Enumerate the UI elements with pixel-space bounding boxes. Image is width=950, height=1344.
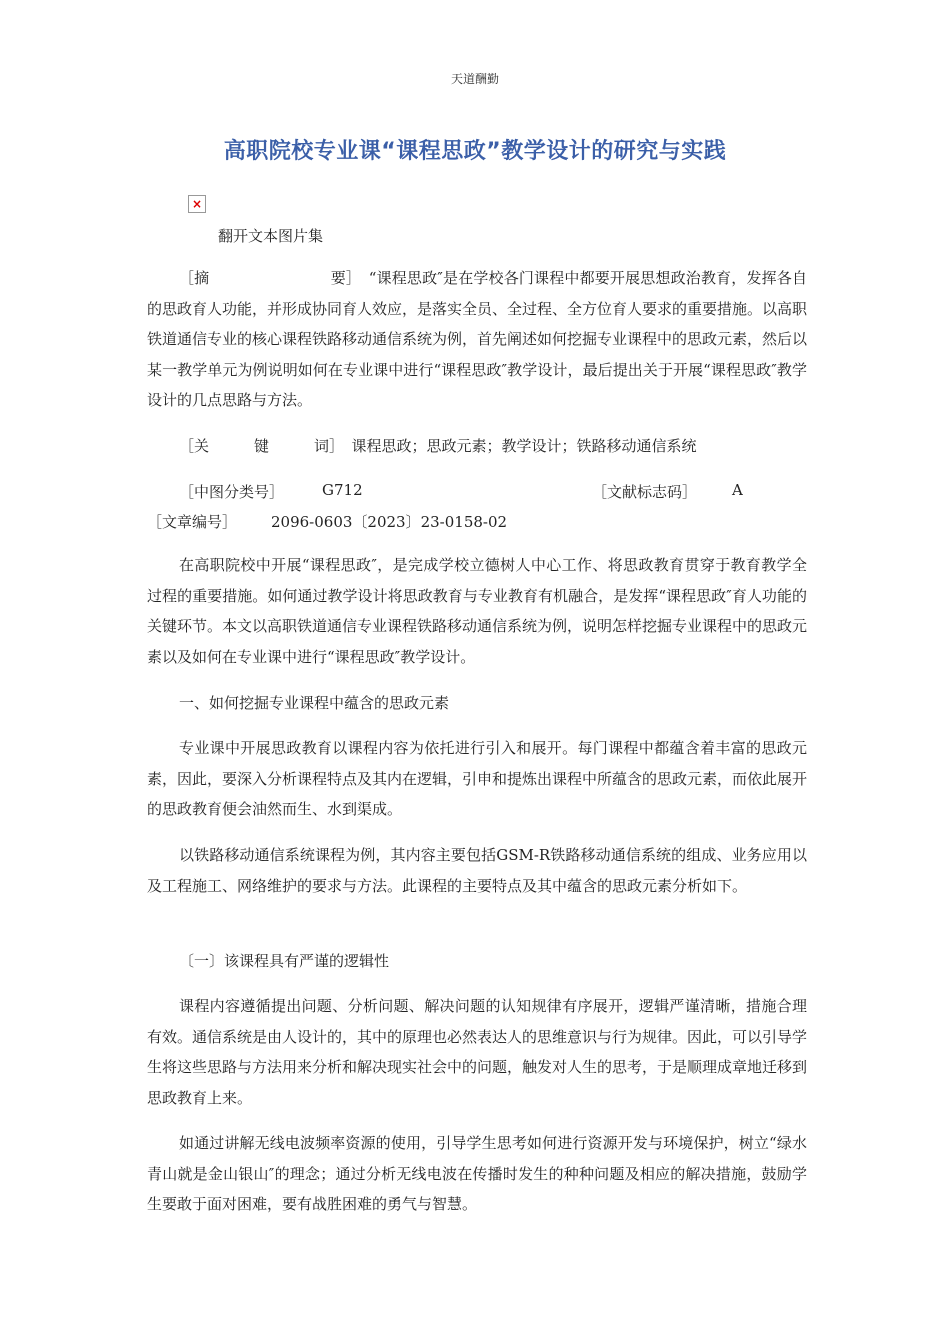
article-number-value: 2096-0603〔2023〕23-0158-02 <box>271 513 508 531</box>
body-paragraph: 如通过讲解无线电波频率资源的使用，引导学生思考如何进行资源开发与环境保护，树立“绿水青山就是金山银山″的理念；通过分析无线电波在传播时发生的种种问题及相应的解决措施，鼓励学生要敢于面对困难，要有战胜困难的勇气与智慧。 <box>147 1134 807 1213</box>
doc-code-label: ［文献标志码］ <box>592 483 698 501</box>
intro-paragraph: 在高职院校中开展“课程思政″，是完成学校立德树人中心工作、将思政教育贯穿于教育教学全过程的重要措施。如何通过教学设计将思政教育与专业教育有机融合，是发挥“课程思政″育人功能的关键环节。本文以高职铁道通信专业课程铁路移动通信系统为例，说明怎样挖掘专业课程中的思政元素以及如何在专业课中进行“课程思政″教学设计。 <box>147 556 808 666</box>
clc-value: G712 <box>322 481 363 499</box>
keywords-label: ［关 键 词］ <box>179 437 337 455</box>
doc-code-value: A <box>732 481 743 499</box>
body-paragraph: 以铁路移动通信系统课程为例，其内容主要包括GSM-R铁路移动通信系统的组成、业务应用以及工程施工、网络维护的要求与方法。此课程的主要特点及其中蕴含的思政元素分析如下。 <box>147 846 807 895</box>
broken-image-icon: × <box>188 195 206 213</box>
clc-label: ［中图分类号］ <box>179 483 285 501</box>
image-caption[interactable]: 翻开文本图片集 <box>218 227 324 245</box>
keywords-text: 课程思政；思政元素；教学设计；铁路移动通信系统 <box>351 437 697 455</box>
abstract <box>147 263 807 416</box>
section-heading: 一、如何挖掘专业课程中蕴含的思政元素 <box>179 694 450 712</box>
article-number-label: ［文章编号］ <box>147 513 238 531</box>
page-header: 天道酬勤 <box>450 72 499 86</box>
body-paragraph: 课程内容遵循提出问题、分析问题、解决问题的认知规律有序展开，逻辑严谨清晰，措施合理有效。通信系统是由人设计的，其中的原理也必然表达人的思维意识与行为规律。因此，可以引导学生将这些思路与方法用来分析和解决现实社会中的问题，触发对人生的思考，于是顺理成章地迁移到思政教育上来。 <box>147 997 808 1107</box>
body-paragraph: 专业课中开展思政教育以课程内容为依托进行引入和展开。每门课程中都蕴含着丰富的思政元素，因此，要深入分析课程特点及其内在逻辑，引申和提炼出课程中所蕴含的思政元素，而依此展开的思政教育便会油然而生、水到渠成。 <box>147 739 808 818</box>
subsection-heading: 〔一〕该课程具有严谨的逻辑性 <box>179 952 390 970</box>
article-title: 高职院校专业课“课程思政”教学设计的研究与实践 <box>223 139 727 164</box>
abstract-label: ［摘 要］ <box>179 269 354 287</box>
keywords <box>147 431 807 462</box>
abstract-text: “课程思政″是在学校各门课程中都要开展思想政治教育，发挥各自的思政育人功能，并形成协同育人效应，是落实全员、全过程、全方位育人要求的重要措施。以高职铁道通信专业的核心课程铁路移动通信系统为例，首先阐述如何挖掘专业课程中的思政元素，然后以某一教学单元为例说明如何在专业课中进行“课程思政″教学设计，最后提出关于开展“课程思政″教学设计的几点思路与方法。 <box>147 269 808 409</box>
